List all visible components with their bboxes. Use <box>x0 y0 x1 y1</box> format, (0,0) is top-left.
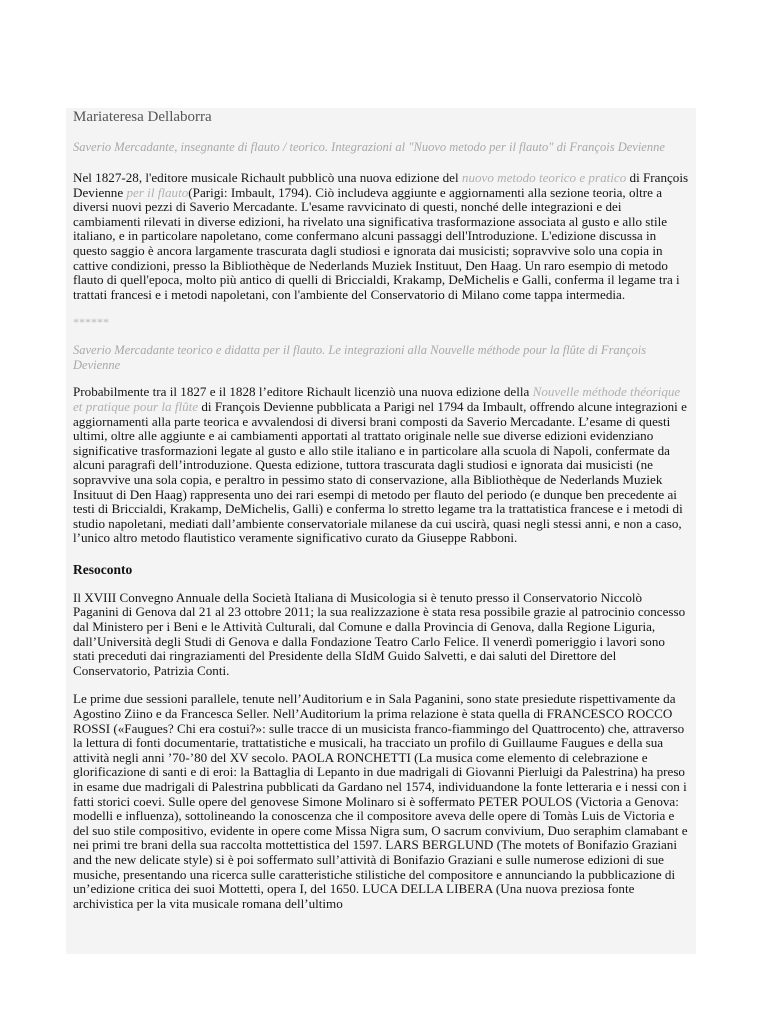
report-paragraph-1: Il XVIII Convegno Annuale della Società Italiana di Musicologia si è tenuto presso il Conservatorio Niccolò Paganini di Genova dal 21 al 23 ottobre 2011; la sua realizzazione è stata resa possibile grazie al patrocinio concesso dal Ministero per i Beni e le Attività Culturali, dal Comune e dalla Provincia di Genova, dalla Regione Liguria, dall’Università degli Studi di Genova e dalla Fondazione Teatro Carlo Felice. Il venerdì pomeriggio i lavori sono stati preceduti dai ringraziamenti del Presidente della SIdM Guido Salvetti, e dai saluti del Direttore del Conservatorio, Patrizia Conti. <box>73 589 686 678</box>
abstract-text-2: di François Devienne <box>73 170 689 200</box>
document-page <box>66 108 696 954</box>
abstract-text-1: Nel 1827-28, l'editore musicale Richault pubblicò una nuova edizione del <box>73 170 462 185</box>
flute-link[interactable]: per il flauto <box>126 184 189 200</box>
separator: ****** <box>73 315 109 330</box>
author-name: Mariateresa Dellaborra <box>73 109 212 125</box>
nouvelle-methode-link[interactable]: Nouvelle méthode théorique et pratique pour la flûte <box>73 384 681 414</box>
report-paragraph-2: Le prime due sessioni parallele, tenute nell’Auditorium e in Sala Paganini, sono state presiedute rispettivamente da Agostino Ziino e da Francesca Seller. Nell’Auditorium la prima relazione è stata quella di FRANCESCO ROCCO ROSSI («Faugues? Chi era costui?»: sulle tracce di un musicista franco-fiammingo del Quattrocento) che, attraverso la lettura di fonti documentarie, trattatistiche e musicali, ha tracciato un profilo di Guillaume Faugues e della sua attività negli anni ’70-’80 del XV secolo. PAOLA RONCHETTI (La musica come elemento di celebrazione e glorificazione di santi e di eroi: la Battaglia di Lepanto in due madrigali di Giovanni Pierluigi da Palestrina) ha preso in esame due madrigali di Palestrina pubblicati da Gardano nel 1574, individuandone la fonte letteraria e i nessi con i fatti storici coevi. Sulle opere del genovese Simone Molinaro si è soffermato PETER POULOS (Victoria a Genova: modelli e influenza), sottolineando la conoscenza che il compositore aveva delle opere di Tomàs Luis de Victoria e del suo stile compositivo, evidente in opere come Missa Nigra sum, O sacrum convivium, Duo seraphim clamabant e nei primi tre brani della sua raccolta mottettistica del 1597. LARS BERGLUND (The motets of Bonifazio Graziani and the new delicate style) si è poi soffermato sull’attività di Bonifazio Graziani e sulle numerose edizioni di sue musiche, presentando una ricerca sulle caratteristiche stilistiche del compositore e annunciando la pubblicazione di un’edizione critica dei suoi Mottetti, opera I, del 1650. LUCA DELLA LIBERA (Una nuova preziosa fonte archivistica per la vita musicale romana dell’ultimo <box>73 691 688 911</box>
abstract-paragraph <box>73 171 689 302</box>
abstract-paragraph-2 <box>73 385 689 546</box>
abstract-text-3: (Parigi: Imbault, 1794). Ciò includeva aggiunte e aggiornamenti alla sezione teoria, oltre a diversi nuovi pezzi di Saverio Mercadante. L'esame ravvicinato di questi, nonché delle integrazioni e dei cambiamenti rilevati in diverse edizioni, ha rivelato una significativa trasformazione associata al gusto e allo stile italiano, e in particolare napoletano, come confermano alcuni passaggi dell'Introduzione. L'edizione discussa in questo saggio è ancora largamente trascurata dagli studiosi e ignorata dai musicisti; sopravvive solo una copia in cattive condizioni, presso la Bibliothèque de Nederlands Muziek Instituut, Den Haag. Un raro esempio di metodo flauto di quell'epoca, molto più antico di quelli di Briccialdi, Krakamp, DeMichelis e Galli, conferma il legame tra i trattati francesi e i metodi napoletani, con l'ambiente del Conservatorio di Milano come tappa intermedia. <box>73 184 680 302</box>
section-title-resoconto: Resoconto <box>73 561 133 577</box>
abstract2-text-2: di François Devienne pubblicata a Parigi nel 1794 da Imbault, offrendo alcune integrazioni e aggiornamenti alla parte teorica e avvalendosi di diversi brani composti da Saverio Mercadante. L’esame di questi ultimi, oltre alle aggiunte e ai cambiamenti apportati al trattato originale nelle sue diverse edizioni evidenziano significative trasformazioni legate al gusto e allo stile italiano e in particolare alla scuola di Napoli, confermate da alcuni paragrafi dell’introduzione. Questa edizione, tuttora trascurata dagli studiosi e ignorata dai musicisti (ne sopravvive una sola copia, e peraltro in pessimo stato di conservazione, alla Bibliothèque de Nederlands Muziek Insituut di Den Haag) rappresenta uno dei rari esempi di metodo per flauto del periodo (e dunque ben precedente ai testi di Briccialdi, Krakamp, DeMichelis, Galli) e conferma lo stretto legame tra la trattatistica francese e i metodi di studio napoletani, mediati dall’ambiente conservatoriale milanese da cui uscirà, quasi negli stessi anni, e non a caso, l’unico altro metodo flautistico veramente significativo curato da Giuseppe Rabboni. <box>73 398 687 546</box>
method-title-link[interactable]: nuovo metodo teorico e pratico <box>461 170 627 185</box>
article-subtitle: Saverio Mercadante, insegnante di flauto / teorico. Integrazioni al "Nuovo metodo per il flauto" di François Devienne <box>73 140 665 154</box>
abstract2-text-1: Probabilmente tra il 1827 e il 1828 l’editore Richault licenziò una nuova edizione della <box>73 384 533 400</box>
article-subtitle-2: Saverio Mercadante teorico e didatta per il flauto. Le integrazioni alla Nouvelle méthode pour la flûte di François Devienne <box>73 343 647 373</box>
